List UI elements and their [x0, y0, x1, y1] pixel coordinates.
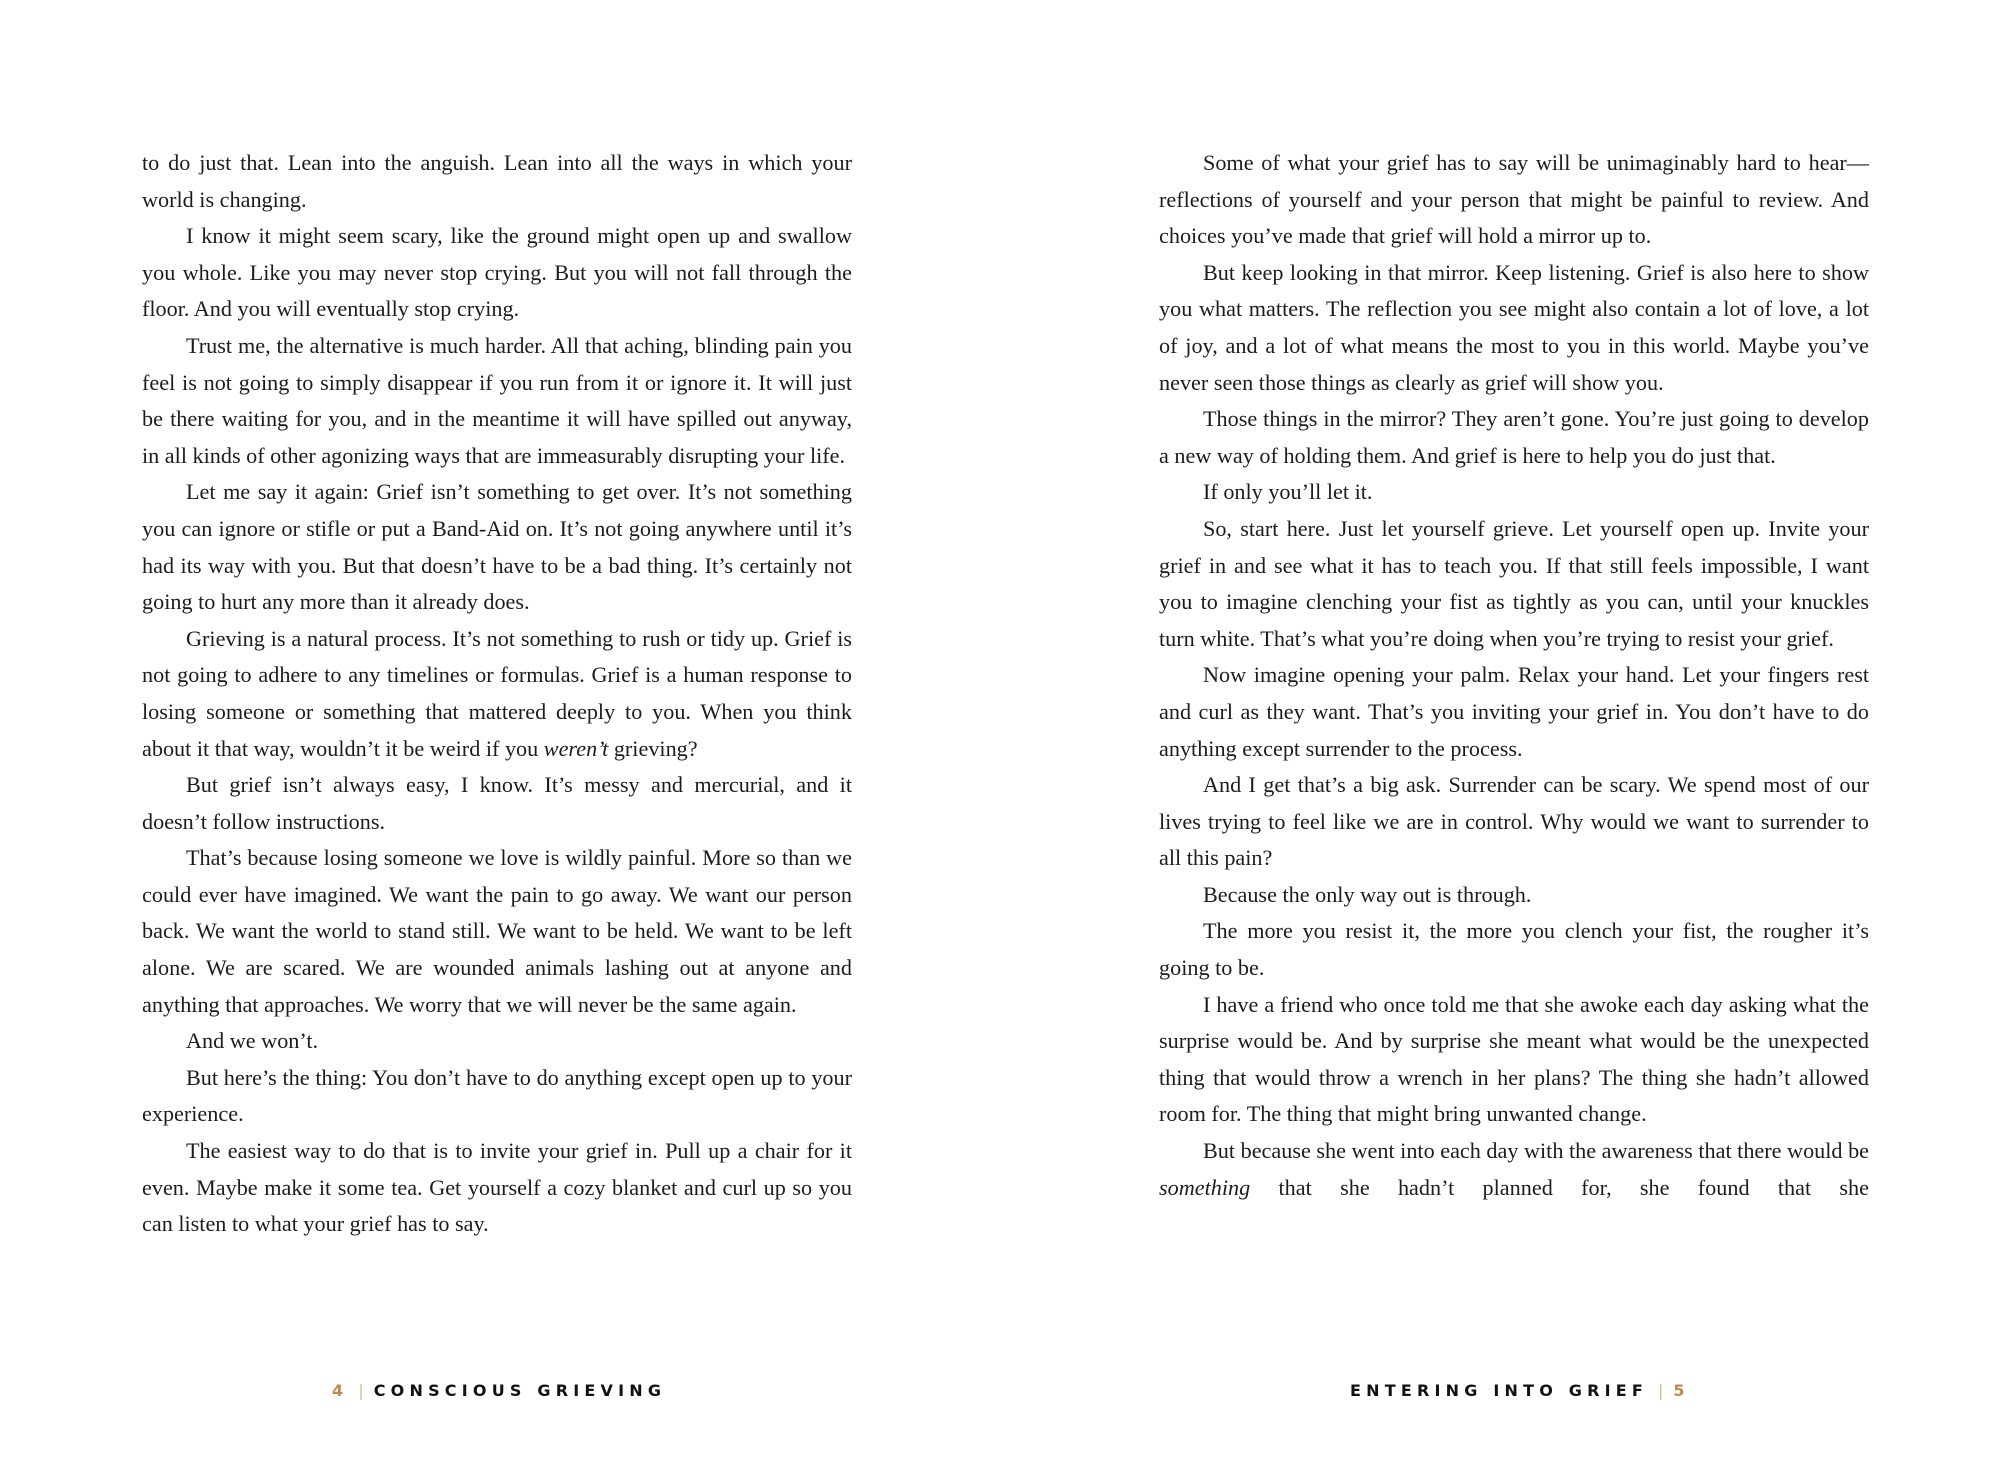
emphasis-text: weren’t	[543, 735, 609, 761]
paragraph: to do just that. Lean into the anguish. Lean into all the ways in which your world is changing.	[142, 150, 852, 212]
running-title: CONSCIOUS GRIEVING	[373, 1381, 667, 1400]
paragraph: But here’s the thing: You don’t have to do anything except open up to your experience.	[142, 1064, 852, 1127]
paragraph: Some of what your grief has to say will be unimaginably hard to hear—reflections of yourself and your person that might be painful to review. And choices you’ve made that grief will hold a mirror up to.	[1159, 150, 1869, 249]
paragraph-text: grieving?	[608, 735, 698, 761]
paragraph	[142, 621, 852, 767]
paragraph: Now imagine opening your palm. Relax your hand. Let your fingers rest and curl as they want. That’s you inviting your grief in. You don’t have to do anything except surrender to the process.	[1159, 662, 1869, 761]
paragraph-text: Grieving is a natural process. It’s not something to rush or tidy up. Grief is not going to adhere to any timelines or formulas. Grief is a human response to losing someone or something that mattered deeply to you. When you think about it that way, wouldn’t it be weird if you	[142, 625, 852, 761]
page-number: 5	[1673, 1381, 1690, 1400]
paragraph: The more you resist it, the more you clench your fist, the rougher it’s going to be.	[1159, 918, 1869, 981]
left-page	[142, 145, 852, 1243]
paragraph: And we won’t.	[186, 1028, 319, 1054]
left-page-footer	[332, 1381, 666, 1401]
paragraph: But keep looking in that mirror. Keep listening. Grief is also here to show you what matters. The reflection you see might also contain a lot of love, a lot of joy, and a lot of what means the most to you in this world. Maybe you’ve never seen those things as clearly as grief will show you.	[1159, 259, 1869, 395]
footer-separator: |	[358, 1381, 364, 1400]
paragraph-text: But because she went into each day with the awareness that there would be	[1203, 1138, 1870, 1164]
right-page-footer	[1350, 1381, 1690, 1401]
footer-separator: |	[1658, 1381, 1664, 1400]
paragraph: The easiest way to do that is to invite your grief in. Pull up a chair for it even. Maybe make it some tea. Get yourself a cozy blanket and curl up so you can listen to what your grief has to say.	[142, 1138, 852, 1237]
paragraph: I have a friend who once told me that she awoke each day asking what the surprise would be. And by surprise she meant what would be the unexpected thing that would throw a wrench in her plans? The thing she hadn’t allowed room for. The thing that might bring unwanted change.	[1159, 991, 1869, 1127]
paragraph: So, start here. Just let yourself grieve. Let yourself open up. Invite your grief in and see what it has to teach you. If that still feels impossible, I want you to imagine clenching your fist as tightly as you can, until your knuckles turn white. That’s what you’re doing when you’re trying to resist your grief.	[1159, 515, 1869, 651]
paragraph: That’s because losing someone we love is wildly painful. More so than we could ever have imagined. We want the pain to go away. We want our person back. We want the world to stand still. We want to be held. We want to be left alone. We are scared. We are wounded animals lashing out at anyone and anything that approaches. We worry that we will never be the same again.	[142, 845, 852, 1017]
paragraph: Because the only way out is through.	[1203, 881, 1532, 907]
paragraph: I know it might seem scary, like the ground might open up and swallow you whole. Like you may never stop crying. But you will not fall through the floor. And you will eventually stop crying.	[142, 223, 852, 322]
paragraph: If only you’ll let it.	[1203, 479, 1373, 505]
paragraph: Let me say it again: Grief isn’t something to get over. It’s not something you can ignore or stifle or put a Band-Aid on. It’s not going anywhere until it’s had its way with you. But that doesn’t have to be a bad thing. It’s certainly not going to hurt any more than it already does.	[142, 479, 852, 615]
paragraph	[1159, 1133, 1869, 1206]
paragraph: Those things in the mirror? They aren’t gone. You’re just going to develop a new way of holding them. And grief is here to help you do just that.	[1159, 406, 1869, 468]
page-number: 4	[332, 1381, 349, 1400]
emphasis-text: something	[1159, 1174, 1251, 1200]
paragraph-text: that she hadn’t planned for, she found that she	[1250, 1174, 1869, 1200]
paragraph: Trust me, the alternative is much harder. All that aching, blinding pain you feel is not going to simply disappear if you run from it or ignore it. It will just be there waiting for you, and in the meantime it will have spilled out anyway, in all kinds of other agonizing ways that are immeasurably disrupting your life.	[142, 332, 852, 468]
paragraph: And I get that’s a big ask. Surrender can be scary. We spend most of our lives trying to feel like we are in control. Why would we want to surrender to all this pain?	[1159, 772, 1869, 871]
paragraph: But grief isn’t always easy, I know. It’s messy and mercurial, and it doesn’t follow instructions.	[142, 772, 852, 834]
running-title: ENTERING INTO GRIEF	[1350, 1381, 1649, 1400]
right-page	[1159, 145, 1869, 1206]
